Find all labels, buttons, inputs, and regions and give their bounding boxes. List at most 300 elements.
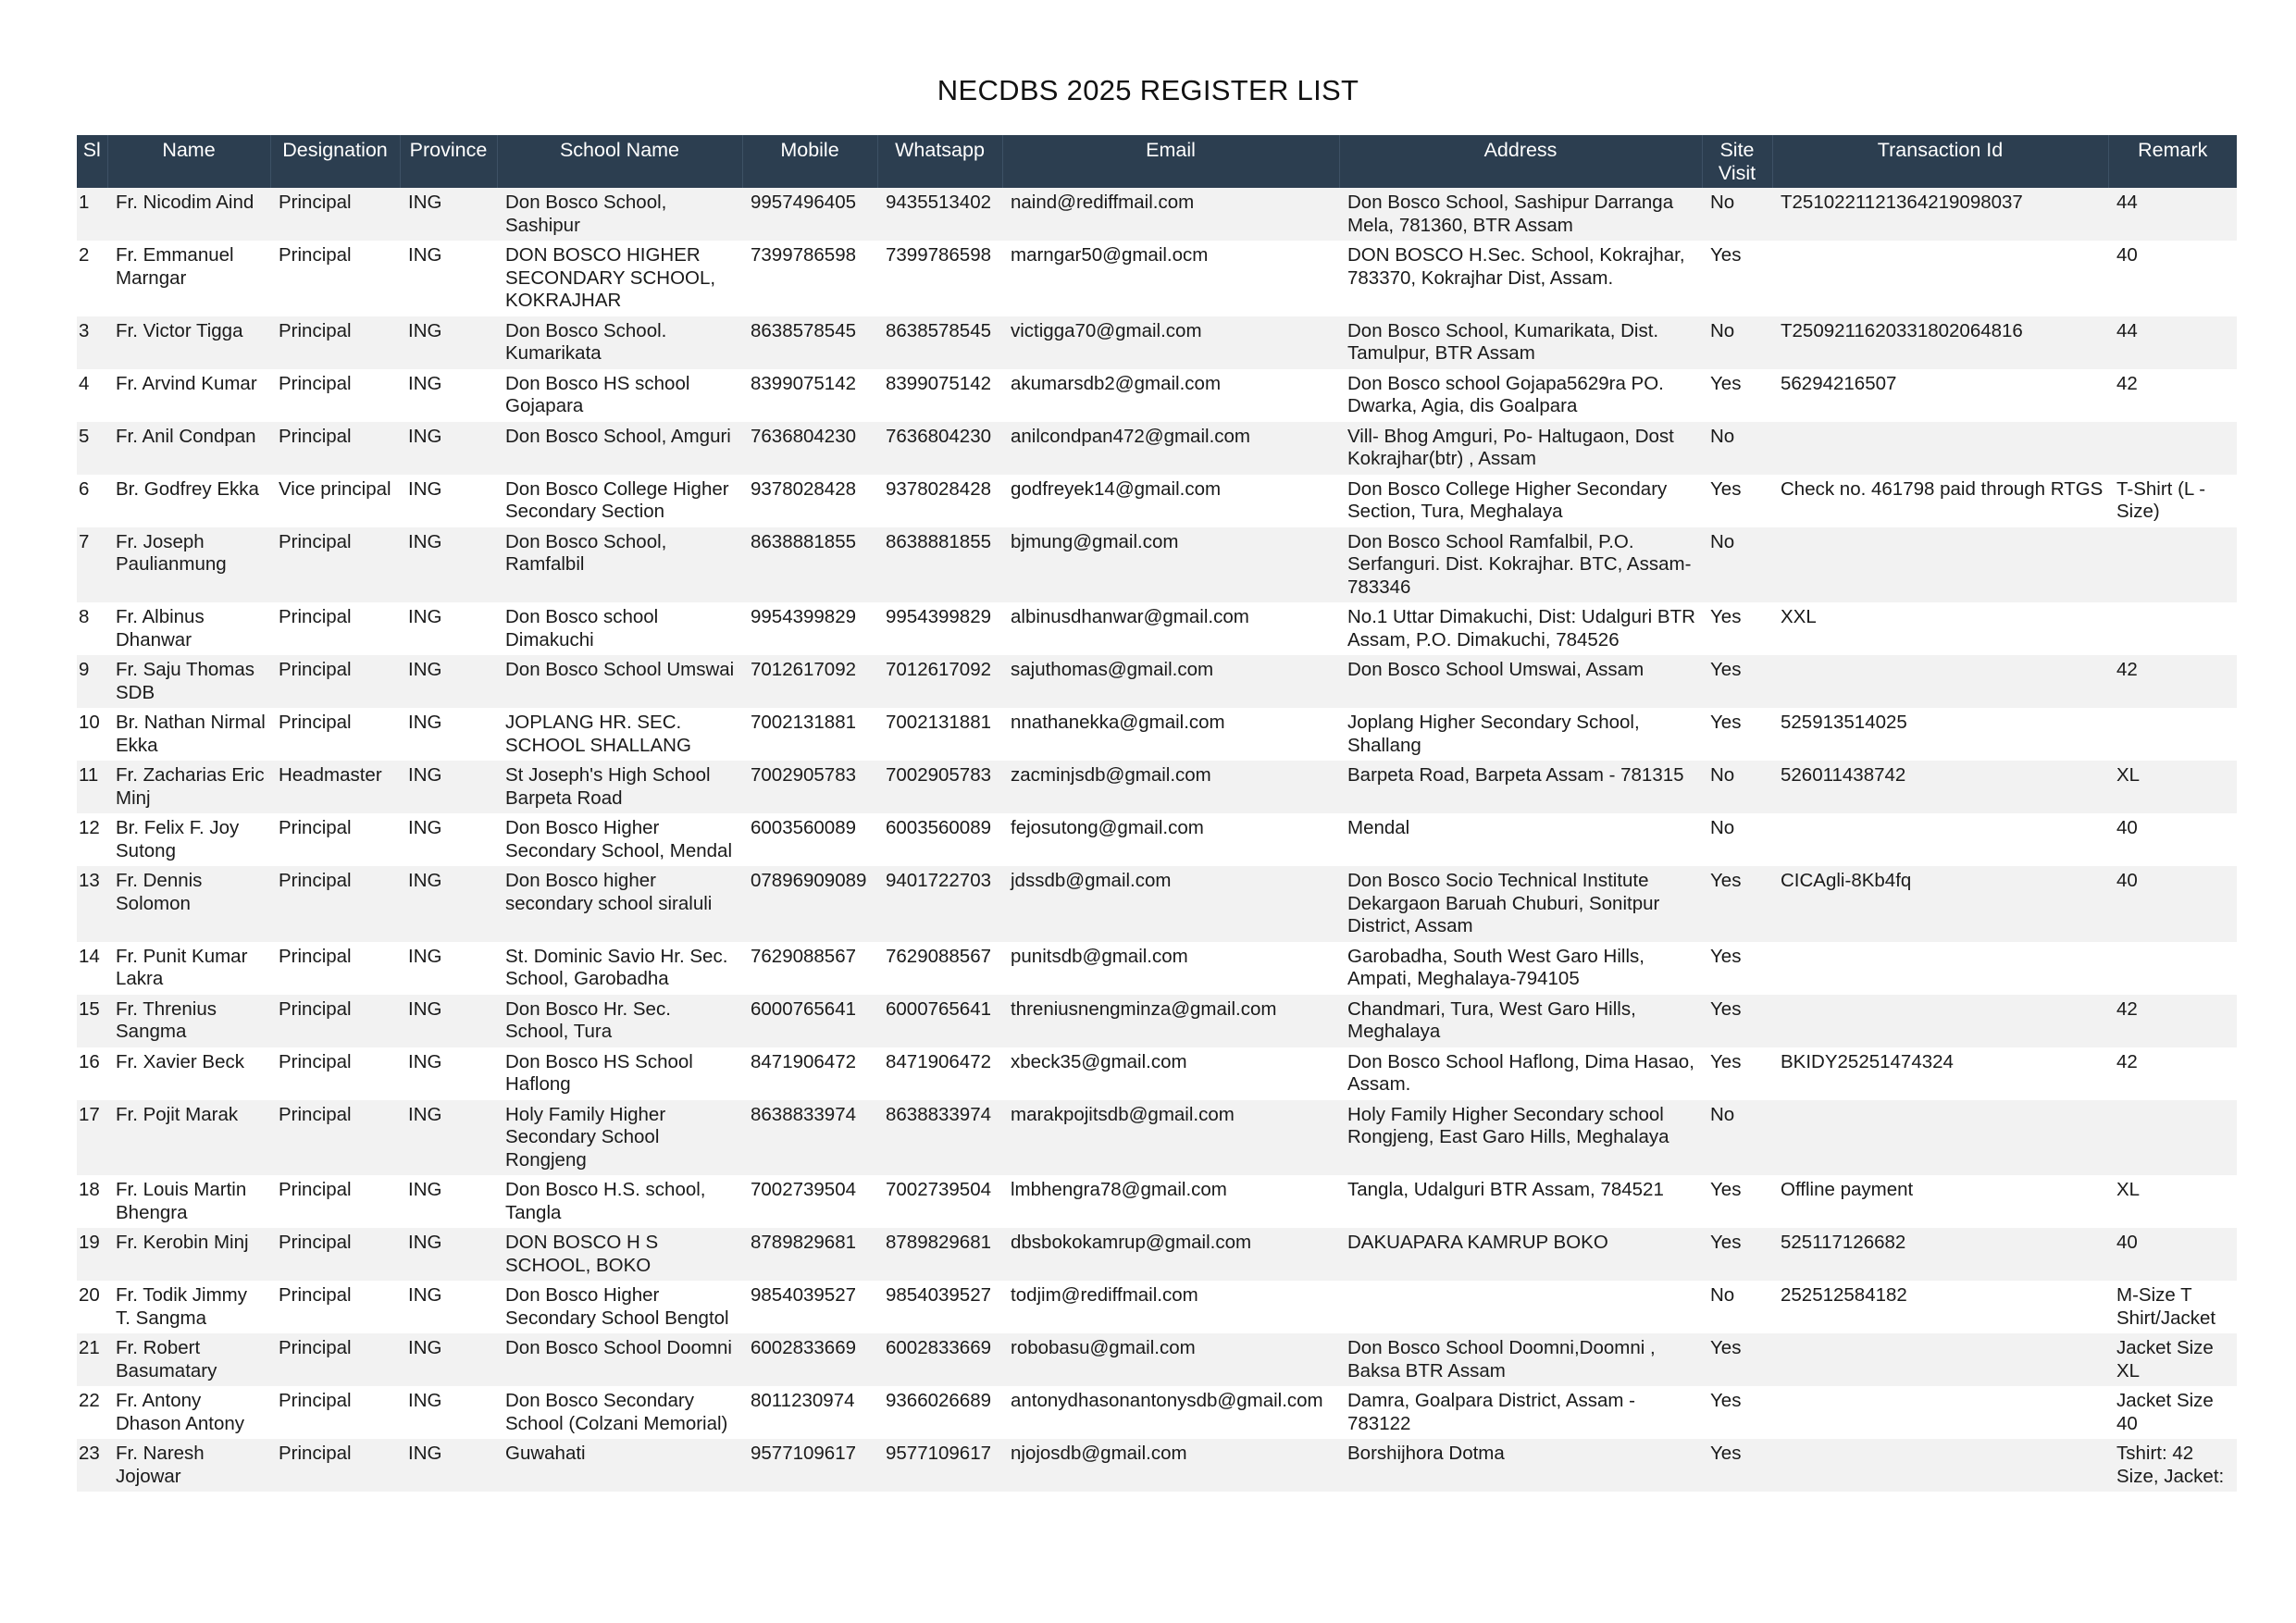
cell-remark: 42 — [2108, 655, 2237, 708]
cell-designation: Principal — [270, 1175, 400, 1228]
cell-school-name: Holy Family Higher Secondary School Rongjeng — [497, 1100, 742, 1176]
cell-province: ING — [400, 241, 497, 316]
cell-name: Fr. Naresh Jojowar — [107, 1439, 270, 1492]
cell-site-visit: No — [1702, 761, 1772, 813]
cell-province: ING — [400, 1386, 497, 1439]
cell-transaction-id: T2509211620331802064816 — [1772, 316, 2108, 369]
cell-mobile: 8471906472 — [742, 1047, 877, 1100]
cell-whatsapp: 7002739504 — [877, 1175, 1002, 1228]
cell-address: Don Bosco School Umswai, Assam — [1339, 655, 1702, 708]
cell-name: Fr. Zacharias Eric Minj — [107, 761, 270, 813]
cell-address: Borshijhora Dotma — [1339, 1439, 1702, 1492]
cell-sl: 19 — [77, 1228, 107, 1281]
cell-remark: 40 — [2108, 1228, 2237, 1281]
cell-school-name: Don Bosco School. Kumarikata — [497, 316, 742, 369]
table-row[interactable] — [77, 866, 2237, 942]
cell-designation: Principal — [270, 1228, 400, 1281]
cell-address: Tangla, Udalguri BTR Assam, 784521 — [1339, 1175, 1702, 1228]
cell-whatsapp: 7399786598 — [877, 241, 1002, 316]
cell-email: bjmung@gmail.com — [1002, 527, 1339, 603]
cell-sl: 2 — [77, 241, 107, 316]
cell-designation: Principal — [270, 655, 400, 708]
cell-designation: Headmaster — [270, 761, 400, 813]
cell-remark — [2108, 708, 2237, 761]
cell-province: ING — [400, 188, 497, 241]
table-row[interactable] — [77, 369, 2237, 422]
cell-transaction-id — [1772, 1439, 2108, 1492]
cell-province: ING — [400, 1439, 497, 1492]
cell-whatsapp: 8789829681 — [877, 1228, 1002, 1281]
cell-site-visit: Yes — [1702, 1439, 1772, 1492]
cell-email: anilcondpan472@gmail.com — [1002, 422, 1339, 475]
cell-school-name: Don Bosco Higher Secondary School, Mendal — [497, 813, 742, 866]
cell-province: ING — [400, 655, 497, 708]
table-row[interactable] — [77, 942, 2237, 995]
cell-school-name: Don Bosco School, Sashipur — [497, 188, 742, 241]
cell-sl: 11 — [77, 761, 107, 813]
cell-site-visit: Yes — [1702, 1386, 1772, 1439]
cell-mobile: 6002833669 — [742, 1333, 877, 1386]
cell-sl: 13 — [77, 866, 107, 942]
cell-name: Fr. Pojit Marak — [107, 1100, 270, 1176]
cell-site-visit: Yes — [1702, 655, 1772, 708]
cell-sl: 6 — [77, 475, 107, 527]
cell-school-name: Guwahati — [497, 1439, 742, 1492]
cell-email: victigga70@gmail.com — [1002, 316, 1339, 369]
cell-transaction-id — [1772, 1100, 2108, 1176]
col-header-transaction-id[interactable]: Transaction Id — [1772, 135, 2108, 188]
cell-transaction-id: CICAgli-8Kb4fq — [1772, 866, 2108, 942]
cell-mobile: 9378028428 — [742, 475, 877, 527]
cell-whatsapp: 6003560089 — [877, 813, 1002, 866]
cell-site-visit: No — [1702, 813, 1772, 866]
cell-transaction-id: T2510221121364219098037 — [1772, 188, 2108, 241]
cell-designation: Principal — [270, 942, 400, 995]
cell-province: ING — [400, 369, 497, 422]
cell-school-name: Don Bosco higher secondary school siraluli — [497, 866, 742, 942]
cell-mobile: 9854039527 — [742, 1281, 877, 1333]
cell-mobile: 9577109617 — [742, 1439, 877, 1492]
cell-mobile: 7399786598 — [742, 241, 877, 316]
cell-remark: 40 — [2108, 241, 2237, 316]
cell-mobile: 07896909089 — [742, 866, 877, 942]
table-row[interactable] — [77, 527, 2237, 603]
cell-designation: Principal — [270, 188, 400, 241]
cell-designation: Principal — [270, 1386, 400, 1439]
cell-whatsapp: 6002833669 — [877, 1333, 1002, 1386]
cell-site-visit: No — [1702, 188, 1772, 241]
cell-address: Chandmari, Tura, West Garo Hills, Meghalaya — [1339, 995, 1702, 1047]
cell-whatsapp: 9577109617 — [877, 1439, 1002, 1492]
cell-province: ING — [400, 813, 497, 866]
cell-email: jdssdb@gmail.com — [1002, 866, 1339, 942]
cell-remark: Jacket Size 40 — [2108, 1386, 2237, 1439]
cell-designation: Principal — [270, 422, 400, 475]
cell-name: Fr. Dennis Solomon — [107, 866, 270, 942]
cell-address: Mendal — [1339, 813, 1702, 866]
cell-sl: 15 — [77, 995, 107, 1047]
table-row[interactable] — [77, 1281, 2237, 1333]
cell-email: lmbhengra78@gmail.com — [1002, 1175, 1339, 1228]
col-header-site-visit[interactable]: Site Visit — [1702, 135, 1772, 188]
cell-site-visit: Yes — [1702, 708, 1772, 761]
cell-province: ING — [400, 995, 497, 1047]
cell-transaction-id — [1772, 942, 2108, 995]
cell-site-visit: Yes — [1702, 1228, 1772, 1281]
cell-mobile: 7002739504 — [742, 1175, 877, 1228]
cell-name: Fr. Robert Basumatary — [107, 1333, 270, 1386]
cell-school-name: St Joseph's High School Barpeta Road — [497, 761, 742, 813]
cell-remark: 44 — [2108, 188, 2237, 241]
col-header-province[interactable]: Province — [400, 135, 497, 188]
col-header-school-name[interactable]: School Name — [497, 135, 742, 188]
table-row[interactable] — [77, 602, 2237, 655]
cell-site-visit: No — [1702, 1281, 1772, 1333]
cell-province: ING — [400, 942, 497, 995]
cell-designation: Principal — [270, 241, 400, 316]
cell-sl: 5 — [77, 422, 107, 475]
cell-province: ING — [400, 316, 497, 369]
cell-school-name: JOPLANG HR. SEC. SCHOOL SHALLANG — [497, 708, 742, 761]
cell-name: Br. Nathan Nirmal Ekka — [107, 708, 270, 761]
cell-address: Don Bosco School Haflong, Dima Hasao, Assam. — [1339, 1047, 1702, 1100]
cell-mobile: 7002905783 — [742, 761, 877, 813]
table-row[interactable] — [77, 761, 2237, 813]
cell-province: ING — [400, 1047, 497, 1100]
cell-address: Don Bosco school Gojapa5629ra PO. Dwarka, Agia, dis Goalpara — [1339, 369, 1702, 422]
cell-school-name: Don Bosco School, Amguri — [497, 422, 742, 475]
col-header-email[interactable]: Email — [1002, 135, 1339, 188]
table-row[interactable] — [77, 1386, 2237, 1439]
table-row[interactable] — [77, 1047, 2237, 1100]
cell-remark — [2108, 942, 2237, 995]
col-header-mobile[interactable]: Mobile — [742, 135, 877, 188]
cell-school-name: DON BOSCO H S SCHOOL, BOKO — [497, 1228, 742, 1281]
cell-site-visit: Yes — [1702, 866, 1772, 942]
cell-mobile: 6003560089 — [742, 813, 877, 866]
cell-school-name: Don Bosco Hr. Sec. School, Tura — [497, 995, 742, 1047]
cell-school-name: Don Bosco HS school Gojapara — [497, 369, 742, 422]
cell-remark: Tshirt: 42 Size, Jacket: — [2108, 1439, 2237, 1492]
cell-designation: Principal — [270, 1047, 400, 1100]
cell-province: ING — [400, 1100, 497, 1176]
cell-school-name: Don Bosco HS School Haflong — [497, 1047, 742, 1100]
cell-name: Fr. Anil Condpan — [107, 422, 270, 475]
cell-remark: 42 — [2108, 369, 2237, 422]
cell-site-visit: No — [1702, 527, 1772, 603]
table-row[interactable] — [77, 1228, 2237, 1281]
cell-site-visit: Yes — [1702, 475, 1772, 527]
cell-remark: 40 — [2108, 866, 2237, 942]
cell-remark: XL — [2108, 1175, 2237, 1228]
cell-transaction-id — [1772, 241, 2108, 316]
cell-sl: 17 — [77, 1100, 107, 1176]
cell-site-visit: No — [1702, 422, 1772, 475]
cell-name: Fr. Emmanuel Marngar — [107, 241, 270, 316]
cell-mobile: 9954399829 — [742, 602, 877, 655]
header-row — [77, 135, 2237, 188]
cell-province: ING — [400, 866, 497, 942]
cell-sl: 16 — [77, 1047, 107, 1100]
cell-email: nnathanekka@gmail.com — [1002, 708, 1339, 761]
cell-remark — [2108, 527, 2237, 603]
cell-whatsapp: 9378028428 — [877, 475, 1002, 527]
cell-sl: 18 — [77, 1175, 107, 1228]
table-row[interactable] — [77, 188, 2237, 241]
cell-transaction-id: 56294216507 — [1772, 369, 2108, 422]
cell-mobile: 8011230974 — [742, 1386, 877, 1439]
cell-email: njojosdb@gmail.com — [1002, 1439, 1339, 1492]
table-body — [77, 188, 2237, 1492]
cell-sl: 4 — [77, 369, 107, 422]
cell-school-name: Don Bosco school Dimakuchi — [497, 602, 742, 655]
cell-transaction-id: BKIDY25251474324 — [1772, 1047, 2108, 1100]
cell-designation: Principal — [270, 316, 400, 369]
cell-transaction-id: 525913514025 — [1772, 708, 2108, 761]
cell-sl: 10 — [77, 708, 107, 761]
cell-address — [1339, 1281, 1702, 1333]
cell-designation: Principal — [270, 1333, 400, 1386]
cell-email: todjim@rediffmail.com — [1002, 1281, 1339, 1333]
cell-remark: 44 — [2108, 316, 2237, 369]
cell-email: xbeck35@gmail.com — [1002, 1047, 1339, 1100]
register-table — [77, 135, 2237, 1492]
cell-site-visit: Yes — [1702, 995, 1772, 1047]
cell-mobile: 7002131881 — [742, 708, 877, 761]
table-row[interactable] — [77, 813, 2237, 866]
cell-designation: Principal — [270, 527, 400, 603]
cell-name: Fr. Todik Jimmy T. Sangma — [107, 1281, 270, 1333]
cell-site-visit: Yes — [1702, 1333, 1772, 1386]
cell-remark — [2108, 1100, 2237, 1176]
cell-whatsapp: 7002131881 — [877, 708, 1002, 761]
cell-school-name: Don Bosco H.S. school, Tangla — [497, 1175, 742, 1228]
cell-whatsapp: 7629088567 — [877, 942, 1002, 995]
cell-address: Garobadha, South West Garo Hills, Ampati, Meghalaya-794105 — [1339, 942, 1702, 995]
cell-sl: 1 — [77, 188, 107, 241]
cell-sl: 7 — [77, 527, 107, 603]
cell-email: marngar50@gmail.ocm — [1002, 241, 1339, 316]
cell-name: Fr. Xavier Beck — [107, 1047, 270, 1100]
cell-name: Fr. Punit Kumar Lakra — [107, 942, 270, 995]
cell-address: Don Bosco School, Sashipur Darranga Mela, 781360, BTR Assam — [1339, 188, 1702, 241]
cell-province: ING — [400, 1333, 497, 1386]
cell-school-name: St. Dominic Savio Hr. Sec. School, Garobadha — [497, 942, 742, 995]
cell-email: fejosutong@gmail.com — [1002, 813, 1339, 866]
cell-email: threniusnengminza@gmail.com — [1002, 995, 1339, 1047]
cell-email: punitsdb@gmail.com — [1002, 942, 1339, 995]
cell-mobile: 6000765641 — [742, 995, 877, 1047]
cell-transaction-id: 526011438742 — [1772, 761, 2108, 813]
cell-whatsapp: 8638881855 — [877, 527, 1002, 603]
cell-site-visit: Yes — [1702, 1175, 1772, 1228]
table-row[interactable] — [77, 655, 2237, 708]
cell-remark: 42 — [2108, 1047, 2237, 1100]
cell-remark — [2108, 602, 2237, 655]
cell-transaction-id: 252512584182 — [1772, 1281, 2108, 1333]
cell-whatsapp: 9401722703 — [877, 866, 1002, 942]
cell-name: Br. Godfrey Ekka — [107, 475, 270, 527]
cell-email: antonydhasonantonysdb@gmail.com — [1002, 1386, 1339, 1439]
cell-name: Br. Felix F. Joy Sutong — [107, 813, 270, 866]
table-row[interactable] — [77, 316, 2237, 369]
cell-mobile: 8638881855 — [742, 527, 877, 603]
cell-remark — [2108, 422, 2237, 475]
cell-designation: Principal — [270, 369, 400, 422]
cell-mobile: 8638578545 — [742, 316, 877, 369]
cell-site-visit: Yes — [1702, 369, 1772, 422]
cell-site-visit: No — [1702, 316, 1772, 369]
cell-address: Joplang Higher Secondary School, Shallang — [1339, 708, 1702, 761]
table-row[interactable] — [77, 708, 2237, 761]
cell-name: Fr. Albinus Dhanwar — [107, 602, 270, 655]
cell-school-name: Don Bosco School, Ramfalbil — [497, 527, 742, 603]
cell-sl: 23 — [77, 1439, 107, 1492]
cell-email: akumarsdb2@gmail.com — [1002, 369, 1339, 422]
table-row[interactable] — [77, 1333, 2237, 1386]
cell-transaction-id — [1772, 655, 2108, 708]
cell-address: Don Bosco School Ramfalbil, P.O. Serfanguri. Dist. Kokrajhar. BTC, Assam-783346 — [1339, 527, 1702, 603]
cell-designation: Principal — [270, 1439, 400, 1492]
cell-email: dbsbokokamrup@gmail.com — [1002, 1228, 1339, 1281]
cell-whatsapp: 7636804230 — [877, 422, 1002, 475]
cell-email: albinusdhanwar@gmail.com — [1002, 602, 1339, 655]
cell-school-name: Don Bosco College Higher Secondary Section — [497, 475, 742, 527]
cell-mobile: 8789829681 — [742, 1228, 877, 1281]
table-row[interactable] — [77, 1439, 2237, 1492]
cell-address: Don Bosco Socio Technical Institute Dekargaon Baruah Chuburi, Sonitpur District, Assam — [1339, 866, 1702, 942]
cell-remark: 40 — [2108, 813, 2237, 866]
page-title: NECDBS 2025 REGISTER LIST — [937, 74, 1359, 106]
table-row[interactable] — [77, 1175, 2237, 1228]
cell-name: Fr. Threnius Sangma — [107, 995, 270, 1047]
col-header-address[interactable]: Address — [1339, 135, 1702, 188]
cell-whatsapp: 8638578545 — [877, 316, 1002, 369]
cell-whatsapp: 8399075142 — [877, 369, 1002, 422]
cell-transaction-id — [1772, 422, 2108, 475]
cell-whatsapp: 6000765641 — [877, 995, 1002, 1047]
cell-mobile: 7629088567 — [742, 942, 877, 995]
cell-province: ING — [400, 1228, 497, 1281]
cell-address: DON BOSCO H.Sec. School, Kokrajhar, 783370, Kokrajhar Dist, Assam. — [1339, 241, 1702, 316]
cell-address: Don Bosco College Higher Secondary Section, Tura, Meghalaya — [1339, 475, 1702, 527]
cell-sl: 22 — [77, 1386, 107, 1439]
cell-province: ING — [400, 761, 497, 813]
cell-name: Fr. Saju Thomas SDB — [107, 655, 270, 708]
cell-remark: M-Size T Shirt/Jacket — [2108, 1281, 2237, 1333]
cell-address: Damra, Goalpara District, Assam - 783122 — [1339, 1386, 1702, 1439]
cell-email: godfreyek14@gmail.com — [1002, 475, 1339, 527]
cell-sl: 8 — [77, 602, 107, 655]
cell-email: naind@rediffmail.com — [1002, 188, 1339, 241]
cell-name: Fr. Kerobin Minj — [107, 1228, 270, 1281]
cell-address: Holy Family Higher Secondary school Rongjeng, East Garo Hills, Meghalaya — [1339, 1100, 1702, 1176]
cell-whatsapp: 8471906472 — [877, 1047, 1002, 1100]
cell-whatsapp: 9954399829 — [877, 602, 1002, 655]
cell-address: Don Bosco School, Kumarikata, Dist. Tamulpur, BTR Assam — [1339, 316, 1702, 369]
cell-email: marakpojitsdb@gmail.com — [1002, 1100, 1339, 1176]
cell-name: Fr. Nicodim Aind — [107, 188, 270, 241]
table-row[interactable] — [77, 475, 2237, 527]
cell-transaction-id: 525117126682 — [1772, 1228, 2108, 1281]
cell-address: Vill- Bhog Amguri, Po- Haltugaon, Dost Kokrajhar(btr) , Assam — [1339, 422, 1702, 475]
cell-sl: 9 — [77, 655, 107, 708]
cell-school-name: DON BOSCO HIGHER SECONDARY SCHOOL, KOKRAJHAR — [497, 241, 742, 316]
cell-sl: 12 — [77, 813, 107, 866]
table-row[interactable] — [77, 422, 2237, 475]
cell-designation: Principal — [270, 813, 400, 866]
cell-transaction-id: Offline payment — [1772, 1175, 2108, 1228]
cell-whatsapp: 8638833974 — [877, 1100, 1002, 1176]
cell-remark: XL — [2108, 761, 2237, 813]
cell-address: No.1 Uttar Dimakuchi, Dist: Udalguri BTR Assam, P.O. Dimakuchi, 784526 — [1339, 602, 1702, 655]
col-header-designation[interactable]: Designation — [270, 135, 400, 188]
cell-transaction-id — [1772, 995, 2108, 1047]
cell-name: Fr. Antony Dhason Antony — [107, 1386, 270, 1439]
col-header-whatsapp[interactable]: Whatsapp — [877, 135, 1002, 188]
cell-school-name: Don Bosco School Umswai — [497, 655, 742, 708]
cell-sl: 14 — [77, 942, 107, 995]
cell-transaction-id: XXL — [1772, 602, 2108, 655]
cell-remark: T-Shirt (L - Size) — [2108, 475, 2237, 527]
cell-site-visit: Yes — [1702, 1047, 1772, 1100]
table-row[interactable] — [77, 241, 2237, 316]
cell-mobile: 7636804230 — [742, 422, 877, 475]
cell-transaction-id — [1772, 1333, 2108, 1386]
cell-mobile: 7012617092 — [742, 655, 877, 708]
cell-province: ING — [400, 475, 497, 527]
cell-transaction-id — [1772, 1386, 2108, 1439]
cell-province: ING — [400, 527, 497, 603]
col-header-name[interactable]: Name — [107, 135, 270, 188]
cell-email: sajuthomas@gmail.com — [1002, 655, 1339, 708]
cell-province: ING — [400, 708, 497, 761]
cell-designation: Vice principal — [270, 475, 400, 527]
cell-whatsapp: 9366026689 — [877, 1386, 1002, 1439]
cell-site-visit: Yes — [1702, 942, 1772, 995]
cell-transaction-id — [1772, 527, 2108, 603]
cell-whatsapp: 7002905783 — [877, 761, 1002, 813]
cell-designation: Principal — [270, 995, 400, 1047]
cell-sl: 20 — [77, 1281, 107, 1333]
cell-name: Fr. Joseph Paulianmung — [107, 527, 270, 603]
cell-address: DAKUAPARA KAMRUP BOKO — [1339, 1228, 1702, 1281]
cell-whatsapp: 9435513402 — [877, 188, 1002, 241]
cell-email: robobasu@gmail.com — [1002, 1333, 1339, 1386]
cell-site-visit: Yes — [1702, 602, 1772, 655]
cell-sl: 21 — [77, 1333, 107, 1386]
table-row[interactable] — [77, 995, 2237, 1047]
table-row[interactable] — [77, 1100, 2237, 1176]
cell-designation: Principal — [270, 708, 400, 761]
cell-whatsapp: 9854039527 — [877, 1281, 1002, 1333]
cell-mobile: 8638833974 — [742, 1100, 877, 1176]
cell-remark: Jacket Size XL — [2108, 1333, 2237, 1386]
col-header-remark[interactable]: Remark — [2108, 135, 2237, 188]
cell-province: ING — [400, 1175, 497, 1228]
cell-remark: 42 — [2108, 995, 2237, 1047]
cell-designation: Principal — [270, 602, 400, 655]
cell-designation: Principal — [270, 866, 400, 942]
cell-designation: Principal — [270, 1281, 400, 1333]
cell-site-visit: No — [1702, 1100, 1772, 1176]
cell-email: zacminjsdb@gmail.com — [1002, 761, 1339, 813]
cell-designation: Principal — [270, 1100, 400, 1176]
cell-mobile: 9957496405 — [742, 188, 877, 241]
cell-address: Don Bosco School Doomni,Doomni , Baksa BTR Assam — [1339, 1333, 1702, 1386]
col-header-sl[interactable]: Sl — [77, 135, 107, 188]
cell-school-name: Don Bosco Higher Secondary School Bengtol — [497, 1281, 742, 1333]
